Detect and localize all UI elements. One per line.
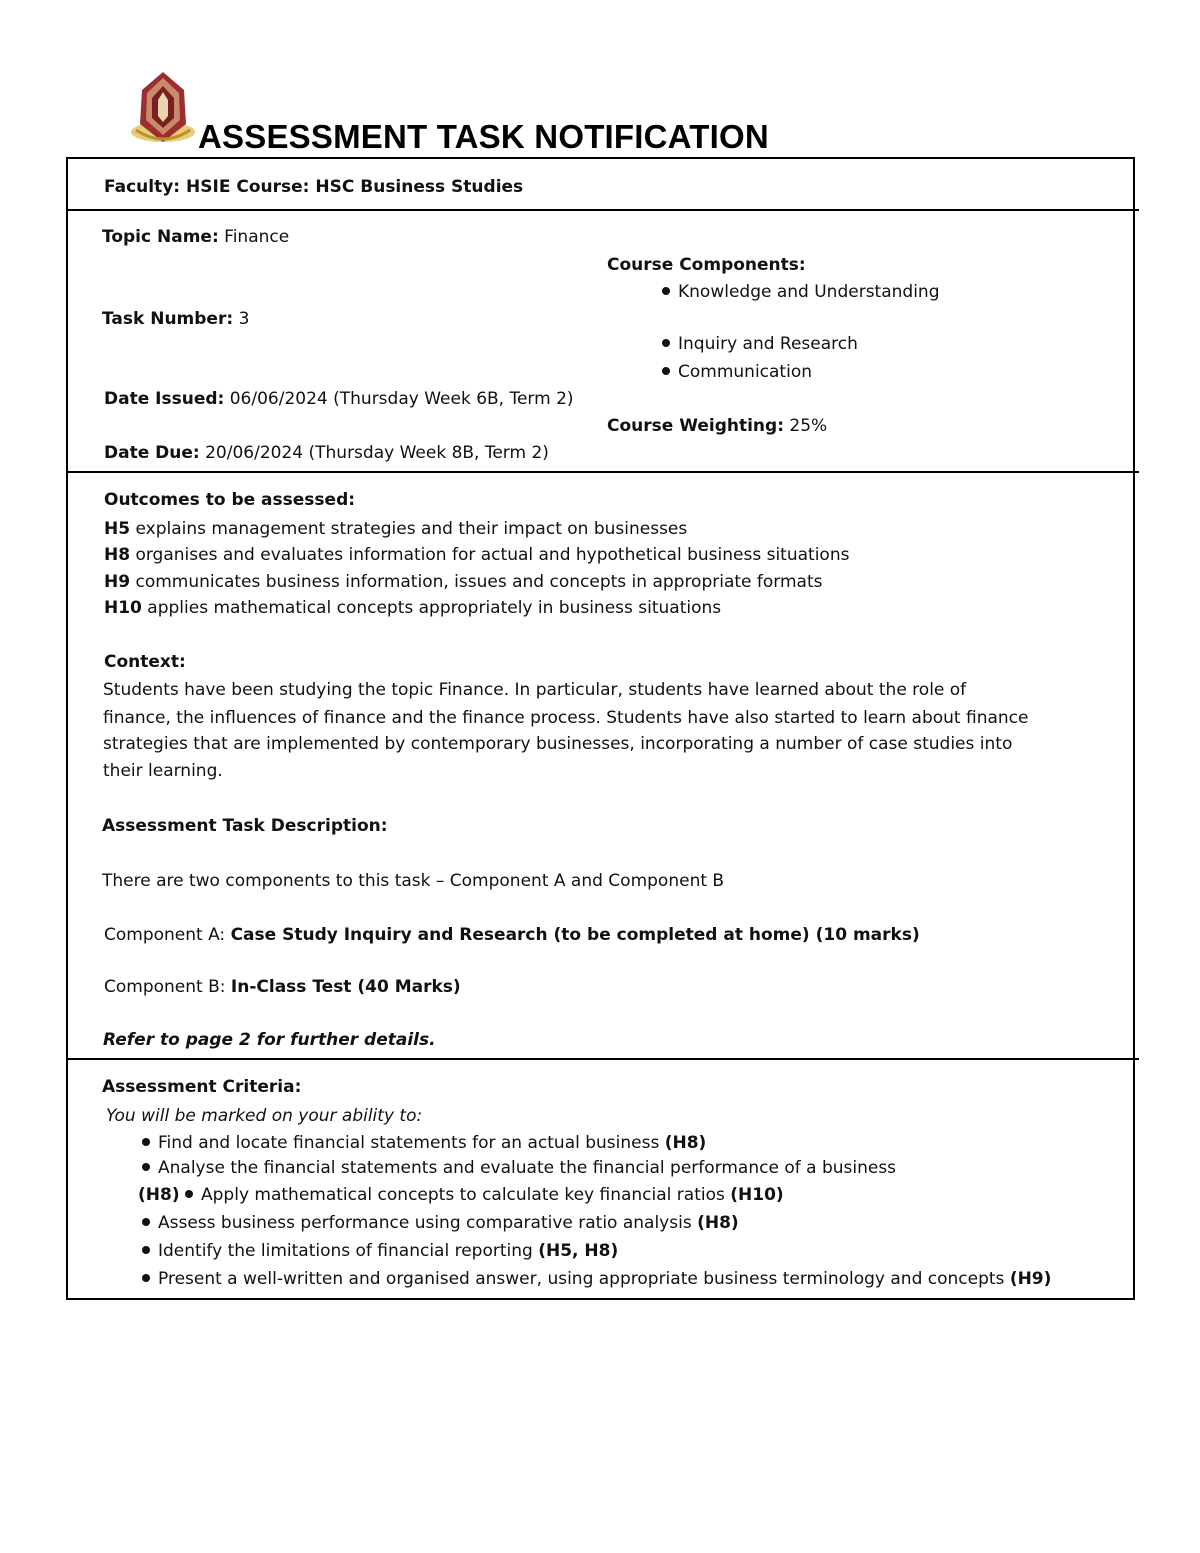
- criteria-item: Assess business performance using comparative ratio analysis (H8): [142, 1212, 739, 1234]
- bullet-icon: [185, 1190, 193, 1198]
- criteria-item: Find and locate financial statements for an actual business (H8): [142, 1132, 706, 1154]
- criteria-item: Identify the limitations of financial reporting (H5, H8): [142, 1240, 618, 1262]
- bullet-icon: [142, 1163, 150, 1171]
- date-issued-note: (Thursday Week 6B, Term 2): [333, 389, 574, 409]
- criteria-item: Present a well-written and organised answer, using appropriate business terminology and concepts (H9): [142, 1268, 1051, 1290]
- date-issued-line: [104, 388, 574, 410]
- row-divider: [66, 471, 1139, 473]
- row-divider: [66, 1058, 1139, 1060]
- bullet-icon: [142, 1218, 150, 1226]
- context-line: finance, the influences of finance and the finance process. Students have also started to learn about finance: [103, 708, 1029, 728]
- context-label: Context:: [104, 652, 186, 672]
- date-issued-value: 06/06/2024: [229, 389, 328, 409]
- date-due-line: [104, 442, 549, 464]
- component-b-line: [104, 976, 461, 998]
- task-description-label: Assessment Task Description:: [102, 816, 388, 836]
- course-weighting-line: [607, 415, 827, 437]
- date-due-note: (Thursday Week 8B, Term 2): [308, 443, 549, 463]
- refer-note: Refer to page 2 for further details.: [103, 1030, 436, 1050]
- outcome-item: H8 organises and evaluates information for actual and hypothetical business situations: [104, 545, 850, 565]
- faculty-course-line: [104, 176, 523, 198]
- school-crest-logo: [128, 68, 198, 150]
- bullet-icon: [142, 1138, 150, 1146]
- context-line: strategies that are implemented by contemporary businesses, incorporating a number of case studies into: [103, 734, 1013, 754]
- course-label: Course:: [236, 177, 310, 197]
- topic-value: Finance: [224, 227, 290, 247]
- context-line: Students have been studying the topic Finance. In particular, students have learned about the role of: [103, 680, 967, 700]
- date-due-label: Date Due:: [104, 443, 200, 463]
- outcome-item: H10 applies mathematical concepts appropriately in business situations: [104, 598, 722, 618]
- topic-line: [102, 226, 289, 248]
- outcomes-label: Outcomes to be assessed:: [104, 490, 356, 510]
- context-line: their learning.: [103, 761, 223, 781]
- bullet-icon: [662, 287, 670, 295]
- component-a-label: Component A:: [104, 925, 226, 945]
- course-value: HSC Business Studies: [315, 177, 524, 197]
- row-divider: [66, 209, 1139, 211]
- component-item: Knowledge and Understanding: [662, 281, 940, 303]
- bullet-icon: [662, 367, 670, 375]
- task-number-label: Task Number:: [102, 309, 234, 329]
- page-title: ASSESSMENT TASK NOTIFICATION: [198, 118, 769, 155]
- faculty-value: HSIE: [186, 177, 231, 197]
- course-components-label: Course Components:: [607, 255, 806, 275]
- date-due-value: 20/06/2024: [205, 443, 304, 463]
- course-weighting-value: 25%: [789, 416, 828, 436]
- outcome-item: H9 communicates business information, issues and concepts in appropriate formats: [104, 572, 823, 592]
- component-item: Inquiry and Research: [662, 333, 858, 355]
- bullet-icon: [142, 1274, 150, 1282]
- component-b-label: Component B:: [104, 977, 226, 997]
- component-a-text: Case Study Inquiry and Research (to be completed at home) (10 marks): [230, 925, 920, 945]
- criteria-item: (H8) Apply mathematical concepts to calculate key financial ratios (H10): [138, 1185, 784, 1205]
- criteria-label: Assessment Criteria:: [102, 1077, 302, 1097]
- criteria-item: Analyse the financial statements and evaluate the financial performance of a business: [142, 1157, 896, 1179]
- bullet-icon: [662, 339, 670, 347]
- outcome-item: H5 explains management strategies and their impact on businesses: [104, 519, 688, 539]
- topic-label: Topic Name:: [102, 227, 219, 247]
- task-number-line: [102, 308, 249, 330]
- component-a-line: [104, 924, 920, 946]
- task-description-intro: There are two components to this task – Component A and Component B: [102, 871, 725, 891]
- component-item: Communication: [662, 361, 812, 383]
- date-issued-label: Date Issued:: [104, 389, 225, 409]
- component-b-text: In-Class Test (40 Marks): [230, 977, 461, 997]
- faculty-label: Faculty:: [104, 177, 181, 197]
- criteria-intro: You will be marked on your ability to:: [106, 1106, 423, 1126]
- bullet-icon: [142, 1246, 150, 1254]
- task-number-value: 3: [238, 309, 250, 329]
- course-weighting-label: Course Weighting:: [607, 416, 785, 436]
